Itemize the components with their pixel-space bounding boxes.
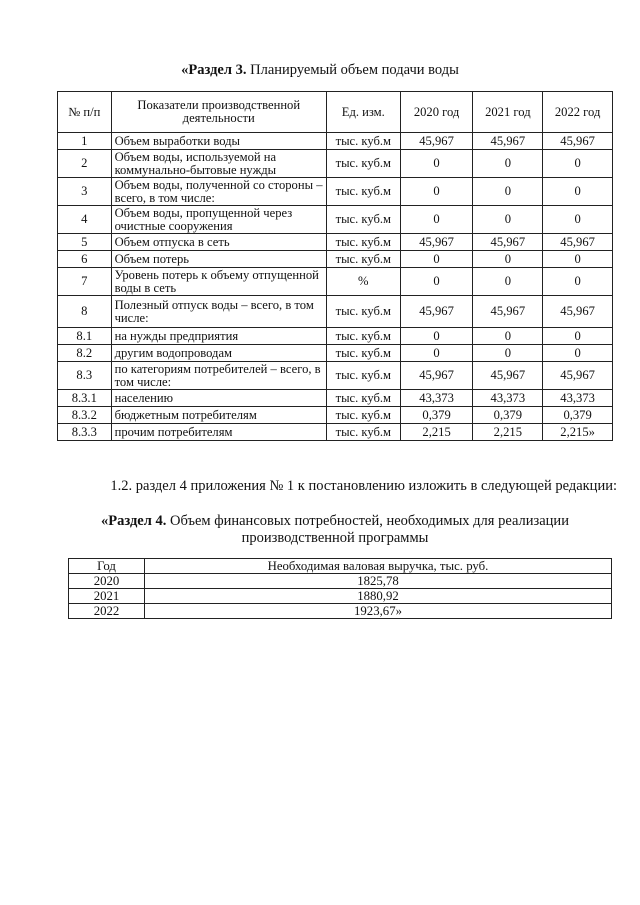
row-num: 8 — [58, 296, 112, 328]
section4-title-bold: «Раздел 4. — [101, 513, 167, 529]
table-row — [58, 328, 613, 345]
row-value-2022: 0 — [543, 345, 613, 362]
row-value-2020: 45,967 — [400, 133, 473, 150]
section3-title-bold: «Раздел 3. — [181, 62, 247, 78]
row-num: 8.1 — [58, 328, 112, 345]
row-value-2021: 45,967 — [473, 296, 543, 328]
row-value-2021: 45,967 — [473, 234, 543, 251]
row-value-2021: 0 — [473, 345, 543, 362]
row-value-2020: 0 — [400, 345, 473, 362]
row-value-2020: 45,967 — [400, 234, 473, 251]
row-value-2020: 0 — [400, 251, 473, 268]
row-unit: тыс. куб.м — [326, 178, 400, 206]
row-indicator: Объем воды, полученной со стороны – всего, в том числе: — [111, 178, 326, 206]
table-row — [58, 206, 613, 234]
row-year: 2021 — [69, 589, 145, 604]
row-num: 4 — [58, 206, 112, 234]
financial-needs-table — [68, 558, 612, 619]
row-value-2020: 0,379 — [400, 407, 473, 424]
row-value-2020: 2,215 — [400, 424, 473, 441]
row-value-2021: 0 — [473, 268, 543, 296]
row-value-2022: 2,215» — [543, 424, 613, 441]
row-num: 1 — [58, 133, 112, 150]
row-indicator: по категориям потребителей – всего, в том числе: — [111, 362, 326, 390]
table-row — [58, 150, 613, 178]
row-num: 8.3 — [58, 362, 112, 390]
section3-title — [0, 62, 640, 79]
row-value-2022: 0 — [543, 178, 613, 206]
table-row — [58, 133, 613, 150]
row-unit: тыс. куб.м — [326, 251, 400, 268]
row-indicator: Объем выработки воды — [111, 133, 326, 150]
section3-title-rest: Планируемый объем подачи воды — [246, 62, 459, 78]
header-unit: Ед. изм. — [326, 92, 400, 133]
row-value-2021: 2,215 — [473, 424, 543, 441]
row-num: 8.3.2 — [58, 407, 112, 424]
table-row — [58, 296, 613, 328]
header-year: Год — [69, 559, 145, 574]
row-num: 8.3.1 — [58, 390, 112, 407]
row-indicator: Объем воды, используемой на коммунально-бытовые нужды — [111, 150, 326, 178]
row-value-2022: 45,967 — [543, 296, 613, 328]
row-value-2020: 0 — [400, 150, 473, 178]
table-row — [58, 178, 613, 206]
table-header-row — [58, 92, 613, 133]
table-row — [69, 574, 612, 589]
row-year: 2020 — [69, 574, 145, 589]
row-value-2020: 0 — [400, 178, 473, 206]
table-row — [58, 424, 613, 441]
row-num: 6 — [58, 251, 112, 268]
table-row — [69, 589, 612, 604]
row-unit: тыс. куб.м — [326, 345, 400, 362]
section4-title — [57, 513, 613, 547]
table-row — [58, 251, 613, 268]
row-value-2022: 45,967 — [543, 133, 613, 150]
row-unit: тыс. куб.м — [326, 407, 400, 424]
amendment-paragraph: 1.2. раздел 4 приложения № 1 к постановлению изложить в следующей редакции: — [110, 478, 617, 494]
row-indicator: бюджетным потребителям — [111, 407, 326, 424]
row-unit: тыс. куб.м — [326, 150, 400, 178]
table-row — [58, 390, 613, 407]
header-num: № п/п — [58, 92, 112, 133]
row-revenue: 1923,67» — [145, 604, 612, 619]
row-value-2021: 0,379 — [473, 407, 543, 424]
row-unit: тыс. куб.м — [326, 296, 400, 328]
row-value-2022: 45,967 — [543, 362, 613, 390]
row-revenue: 1880,92 — [145, 589, 612, 604]
row-indicator: другим водопроводам — [111, 345, 326, 362]
header-revenue: Необходимая валовая выручка, тыс. руб. — [145, 559, 612, 574]
row-indicator: Объем отпуска в сеть — [111, 234, 326, 251]
row-num: 8.3.3 — [58, 424, 112, 441]
row-indicator: прочим потребителям — [111, 424, 326, 441]
row-indicator: на нужды предприятия — [111, 328, 326, 345]
row-unit: тыс. куб.м — [326, 424, 400, 441]
header-name: Показатели производственной деятельности — [111, 92, 326, 133]
row-unit: тыс. куб.м — [326, 206, 400, 234]
row-value-2022: 45,967 — [543, 234, 613, 251]
row-value-2022: 0 — [543, 268, 613, 296]
table-row — [58, 345, 613, 362]
row-value-2022: 43,373 — [543, 390, 613, 407]
row-indicator: Объем воды, пропущенной через очистные сооружения — [111, 206, 326, 234]
row-value-2020: 45,967 — [400, 296, 473, 328]
section4-title-line2: производственной программы — [241, 530, 429, 546]
row-indicator: Объем потерь — [111, 251, 326, 268]
row-value-2021: 0 — [473, 251, 543, 268]
row-value-2021: 45,967 — [473, 133, 543, 150]
row-unit: тыс. куб.м — [326, 133, 400, 150]
row-value-2022: 0 — [543, 150, 613, 178]
water-supply-table — [57, 91, 613, 441]
row-unit: % — [326, 268, 400, 296]
row-value-2020: 0 — [400, 328, 473, 345]
row-value-2021: 43,373 — [473, 390, 543, 407]
row-value-2021: 0 — [473, 178, 543, 206]
header-2021: 2021 год — [473, 92, 543, 133]
table-row — [58, 407, 613, 424]
row-value-2020: 43,373 — [400, 390, 473, 407]
row-value-2020: 0 — [400, 268, 473, 296]
header-2022: 2022 год — [543, 92, 613, 133]
row-value-2022: 0 — [543, 328, 613, 345]
row-value-2021: 0 — [473, 150, 543, 178]
row-indicator: населению — [111, 390, 326, 407]
row-value-2020: 45,967 — [400, 362, 473, 390]
table-row — [69, 604, 612, 619]
row-value-2020: 0 — [400, 206, 473, 234]
row-value-2021: 0 — [473, 206, 543, 234]
row-value-2022: 0 — [543, 206, 613, 234]
row-unit: тыс. куб.м — [326, 390, 400, 407]
row-num: 7 — [58, 268, 112, 296]
row-num: 3 — [58, 178, 112, 206]
table-row — [58, 362, 613, 390]
row-indicator: Полезный отпуск воды – всего, в том числе: — [111, 296, 326, 328]
row-value-2021: 45,967 — [473, 362, 543, 390]
row-value-2021: 0 — [473, 328, 543, 345]
table-header-row — [69, 559, 612, 574]
section4-title-rest: Объем финансовых потребностей, необходимых для реализации — [166, 513, 569, 529]
row-num: 8.2 — [58, 345, 112, 362]
row-revenue: 1825,78 — [145, 574, 612, 589]
table-row — [58, 234, 613, 251]
row-unit: тыс. куб.м — [326, 234, 400, 251]
row-unit: тыс. куб.м — [326, 362, 400, 390]
row-num: 2 — [58, 150, 112, 178]
row-num: 5 — [58, 234, 112, 251]
row-unit: тыс. куб.м — [326, 328, 400, 345]
row-indicator: Уровень потерь к объему отпущенной воды в сеть — [111, 268, 326, 296]
row-value-2022: 0 — [543, 251, 613, 268]
row-year: 2022 — [69, 604, 145, 619]
table-row — [58, 268, 613, 296]
row-value-2022: 0,379 — [543, 407, 613, 424]
header-2020: 2020 год — [400, 92, 473, 133]
